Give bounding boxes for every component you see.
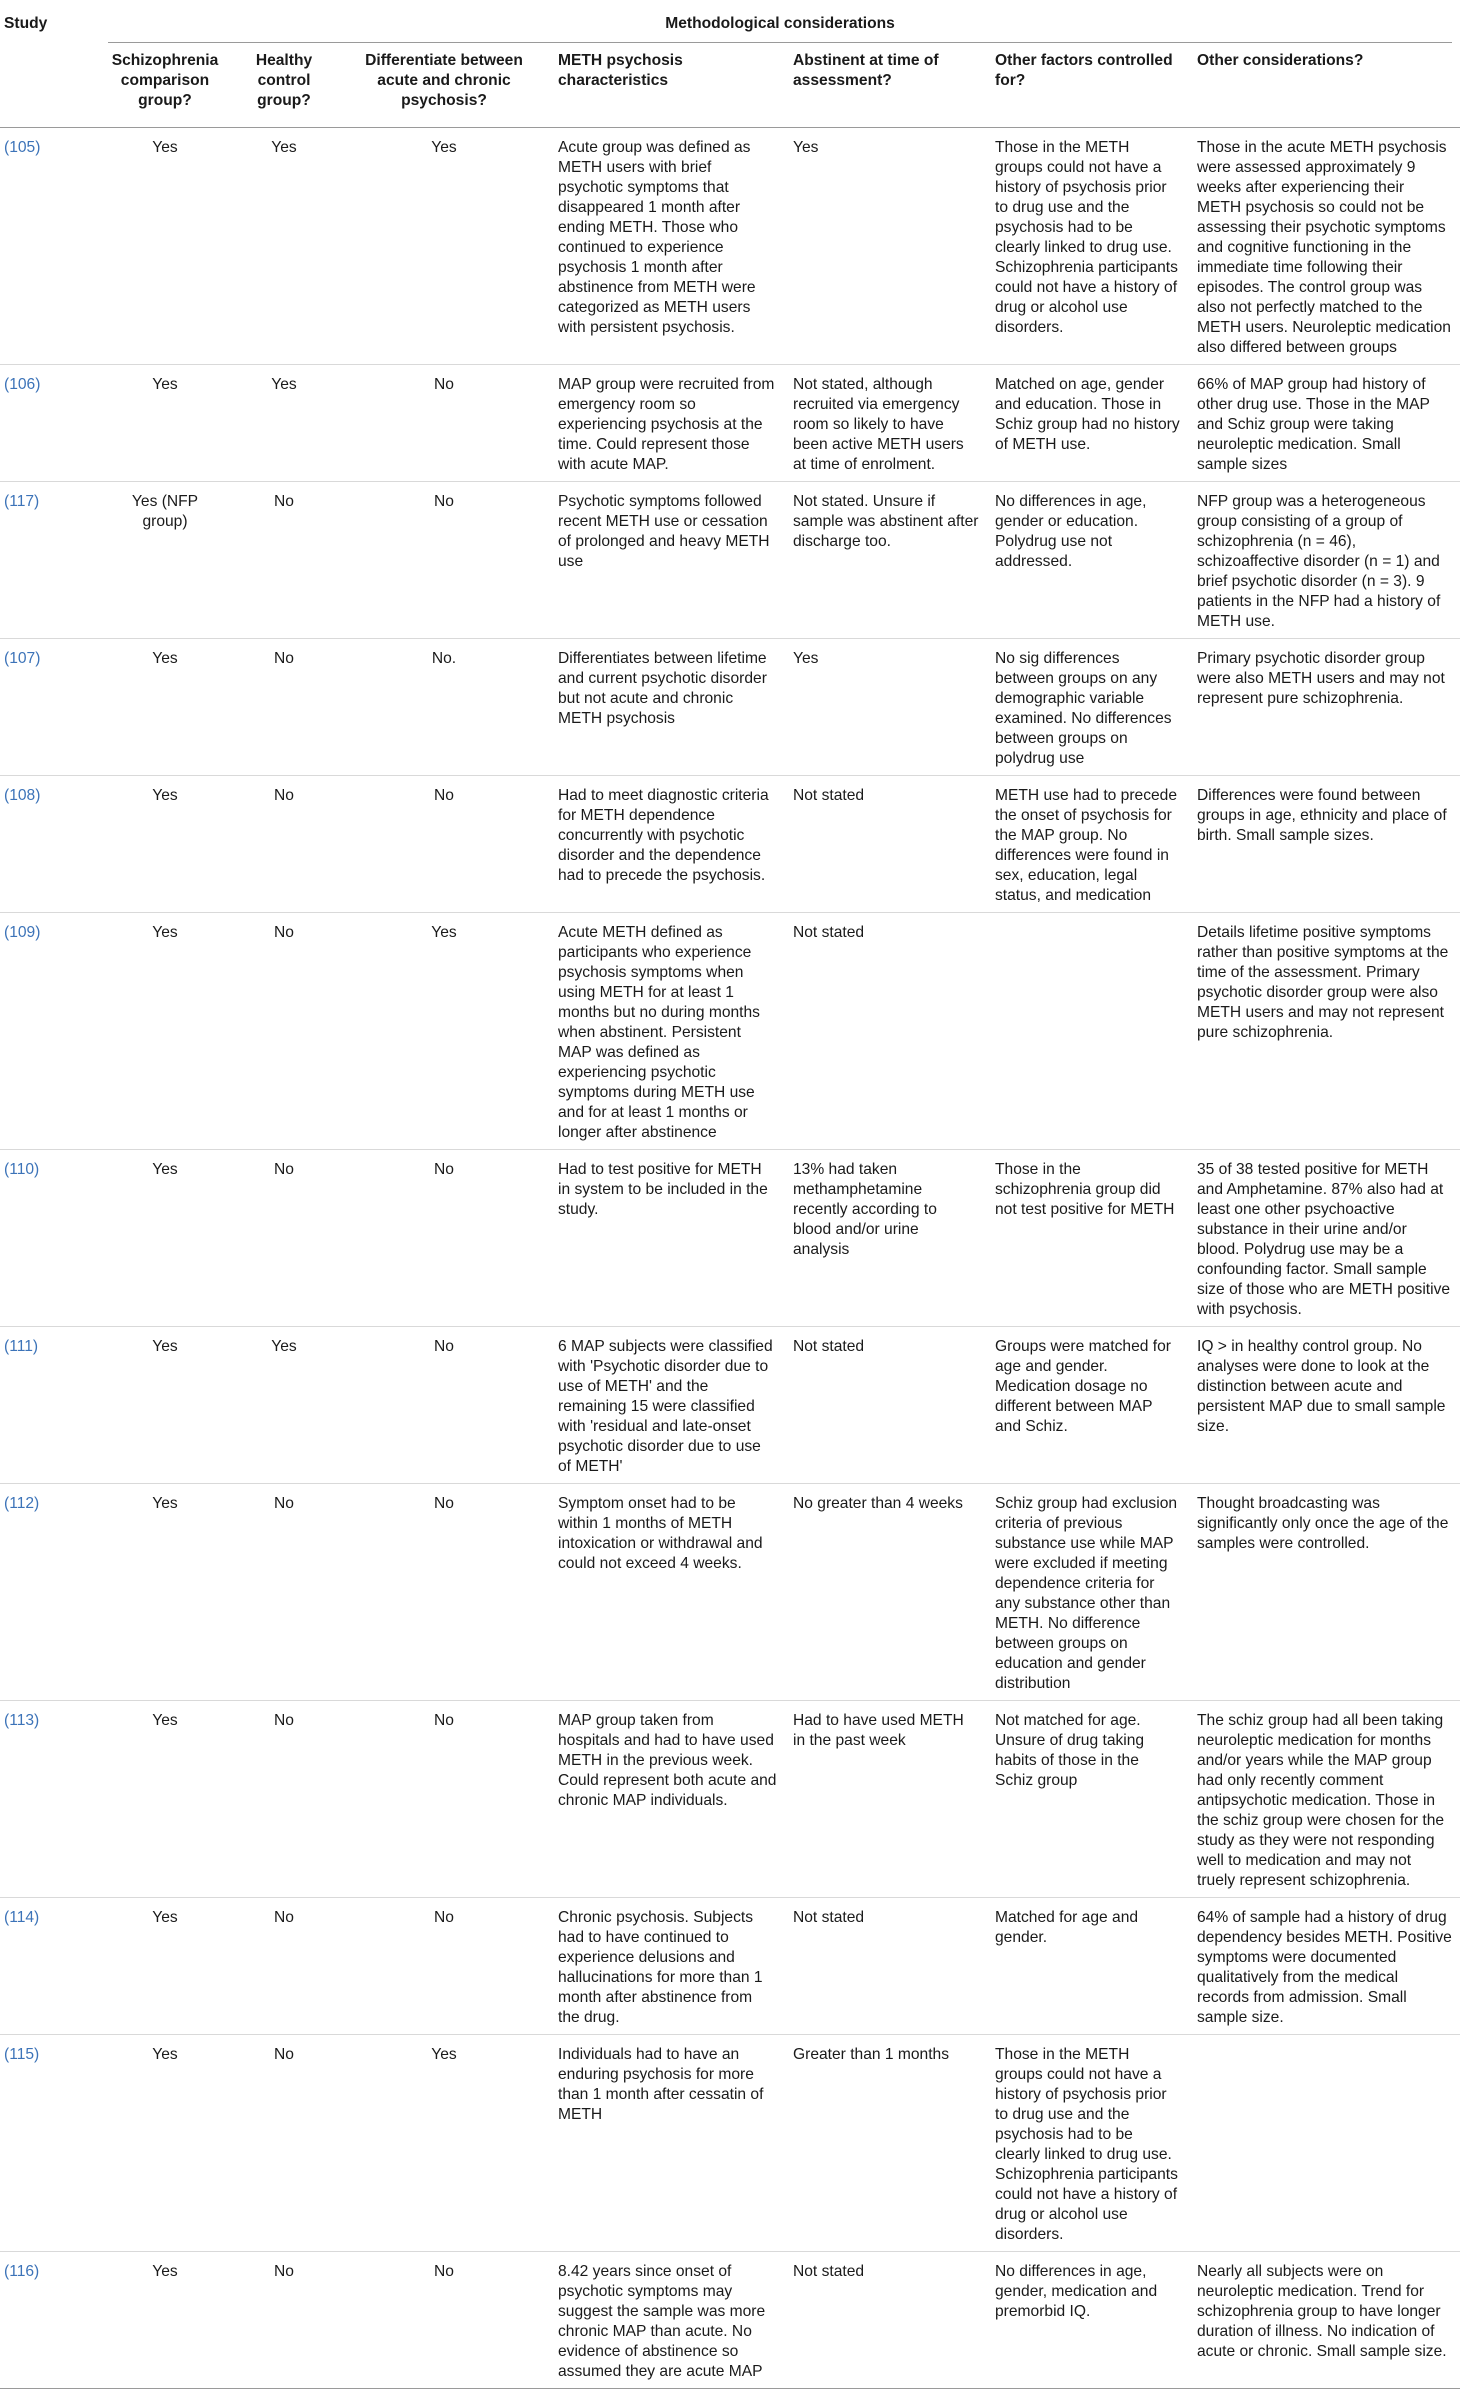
abstinent-cell: Not stated. Unsure if sample was abstinent after discharge too. [793, 493, 979, 550]
characteristics-cell: Psychotic symptoms followed recent METH use or cessation of prolonged and heavy METH use [558, 493, 770, 570]
table-row [0, 1701, 1460, 1898]
controlled-cell: Schiz group had exclusion criteria of previous substance use while MAP were excluded if meeting dependence criteria for any substance other than METH. No difference between groups on education and gender distribution [995, 1495, 1178, 1692]
healthy-control-cell: No [274, 1909, 294, 1926]
header-study: Study [4, 15, 48, 32]
healthy-control-cell: No [274, 1495, 294, 1512]
schiz-comparison-cell: Yes (NFP group) [131, 493, 199, 530]
differentiate-cell: No [434, 1495, 454, 1512]
study-reference-link[interactable]: (108) [4, 787, 41, 804]
differentiate-cell: No [434, 1161, 454, 1178]
characteristics-cell: Chronic psychosis. Subjects had to have continued to experience delusions and hallucinations for more than 1 month after abstinence from the drug. [558, 1909, 763, 2026]
controlled-cell: Those in the schizophrenia group did not test positive for METH [995, 1161, 1175, 1218]
differentiate-cell: Yes [431, 2046, 457, 2063]
controlled-cell: Not matched for age. Unsure of drug taking habits of those in the Schiz group [995, 1712, 1145, 1789]
considerations-cell: Differences were found between groups in age, ethnicity and place of birth. Small sample sizes. [1197, 787, 1447, 844]
considerations-cell: 66% of MAP group had history of other drug use. Those in the MAP and Schiz group were taking neuroleptic medication. Small sample sizes [1197, 376, 1430, 473]
study-reference-link[interactable]: (107) [4, 650, 41, 667]
study-reference-link[interactable]: (114) [4, 1909, 40, 1926]
header-considerations: Other considerations? [1197, 52, 1364, 69]
characteristics-cell: Had to meet diagnostic criteria for METH dependence concurrently with psychotic disorder and the dependence had to precede the psychosis. [558, 787, 769, 884]
table-row [0, 1327, 1460, 1484]
study-reference-link[interactable]: (105) [4, 139, 41, 156]
characteristics-cell: 6 MAP subjects were classified with 'Psychotic disorder due to use of METH' and the remaining 15 were classified with 'residual and late-onset psychotic disorder due to use of METH' [558, 1338, 773, 1475]
study-reference-link[interactable]: (110) [4, 1161, 40, 1178]
abstinent-cell: No greater than 4 weeks [793, 1495, 963, 1512]
differentiate-cell: No [434, 787, 454, 804]
differentiate-cell: Yes [431, 924, 457, 941]
header-abstinent: Abstinent at time of assessment? [793, 52, 939, 89]
table-row [0, 482, 1460, 639]
healthy-control-cell: No [274, 1161, 294, 1178]
differentiate-cell: No [434, 1712, 454, 1729]
study-reference-link[interactable]: (111) [4, 1338, 39, 1355]
considerations-cell: NFP group was a heterogeneous group consisting of a group of schizophrenia (n = 46), schizoaffective disorder (n = 1) and brief psychotic disorder (n = 3). 9 patients in the NFP had a history of METH use. [1197, 493, 1441, 630]
characteristics-cell: Differentiates between lifetime and current psychotic disorder but not acute and chronic METH psychosis [558, 650, 767, 727]
characteristics-cell: Acute METH defined as participants who experience psychosis symptoms when using METH for at least 1 months but no during months when abstinent. Persistent MAP was defined as experiencing psychotic symptoms during METH use and for at least 1 months or longer after abstinence [558, 924, 760, 1141]
controlled-cell: Matched on age, gender and education. Those in Schiz group had no history of METH use. [995, 376, 1180, 453]
schiz-comparison-cell: Yes [152, 787, 178, 804]
healthy-control-cell: No [274, 493, 294, 510]
table-row [0, 1898, 1460, 2035]
study-reference-link[interactable]: (115) [4, 2046, 40, 2063]
schiz-comparison-cell: Yes [152, 1338, 178, 1355]
healthy-control-cell: No [274, 924, 294, 941]
healthy-control-cell: Yes [271, 376, 297, 393]
table-row [0, 913, 1460, 1150]
controlled-cell: No sig differences between groups on any demographic variable examined. No differences between groups on polydrug use [995, 650, 1172, 767]
considerations-cell [1189, 2035, 1460, 2252]
characteristics-cell: Symptom onset had to be within 1 months of METH intoxication or withdrawal and could not exceed 4 weeks. [558, 1495, 763, 1572]
considerations-cell: Primary psychotic disorder group were also METH users and may not represent pure schizophrenia. [1197, 650, 1445, 707]
header-healthy: Healthy control group? [255, 52, 313, 109]
schiz-comparison-cell: Yes [152, 1495, 178, 1512]
table-row [0, 2035, 1460, 2252]
characteristics-cell: Had to test positive for METH in system to be included in the study. [558, 1161, 768, 1218]
differentiate-cell: No. [431, 650, 457, 667]
table-row [0, 639, 1460, 776]
considerations-cell: The schiz group had all been taking neuroleptic medication for months and/or years while the MAP group had only recently comment antipsychotic medication. Those in the schiz group were chosen for the study as they were not responding well to medication and may not truely represent schizophrenia. [1197, 1712, 1445, 1889]
abstinent-cell: Not stated, although recruited via emergency room so likely to have been active METH users at time of enrolment. [793, 376, 964, 473]
study-reference-link[interactable]: (112) [4, 1495, 40, 1512]
controlled-cell: No differences in age, gender or education. Polydrug use not addressed. [995, 493, 1147, 570]
schiz-comparison-cell: Yes [152, 1909, 178, 1926]
characteristics-cell: Individuals had to have an enduring psychosis for more than 1 month after cessatin of METH [558, 2046, 764, 2123]
schiz-comparison-cell: Yes [152, 1161, 178, 1178]
differentiate-cell: No [434, 2263, 454, 2280]
abstinent-cell: Not stated [793, 924, 865, 941]
schiz-comparison-cell: Yes [152, 650, 178, 667]
header-group: Methodological considerations [100, 0, 1460, 43]
characteristics-cell: MAP group taken from hospitals and had to have used METH in the previous week. Could represent both acute and chronic MAP individuals. [558, 1712, 777, 1809]
study-reference-link[interactable]: (116) [4, 2263, 40, 2280]
table-header [0, 0, 1460, 128]
differentiate-cell: Yes [431, 139, 457, 156]
controlled-cell: Groups were matched for age and gender. Medication dosage no different between MAP and Schiz. [995, 1338, 1171, 1435]
healthy-control-cell: Yes [271, 1338, 297, 1355]
considerations-cell: 35 of 38 tested positive for METH and Amphetamine. 87% also had at least one other psychoactive substance in their urine and/or blood. Polydrug use may be a confounding factor. Small sample size of those who are METH positive with psychosis. [1197, 1161, 1451, 1318]
abstinent-cell: Had to have used METH in the past week [793, 1712, 964, 1749]
characteristics-cell: Acute group was defined as METH users with brief psychotic symptoms that disappeared 1 month after ending METH. Those who continued to experience psychosis 1 month after abstinence from METH were categorized as METH users with persistent psychosis. [558, 139, 756, 336]
abstinent-cell: Not stated [793, 2263, 865, 2280]
table-row [0, 2252, 1460, 2389]
abstinent-cell: Not stated [793, 1338, 865, 1355]
table-row [0, 128, 1460, 365]
abstinent-cell: Greater than 1 months [793, 2046, 950, 2063]
header-differentiate: Differentiate between acute and chronic psychosis? [365, 52, 523, 109]
healthy-control-cell: No [274, 2046, 294, 2063]
header-schiz: Schizophrenia comparison group? [111, 52, 219, 109]
considerations-cell: Thought broadcasting was significantly only once the age of the samples were controlled. [1197, 1495, 1449, 1552]
header-controlled: Other factors controlled for? [995, 52, 1173, 89]
table-row [0, 776, 1460, 913]
controlled-cell: Those in the METH groups could not have a history of psychosis prior to drug use and the psychosis had to be clearly linked to drug use. Schizophrenia participants could not have a history of drug or alcohol use disorders. [995, 2046, 1178, 2243]
abstinent-cell: Not stated [793, 1909, 865, 1926]
considerations-cell: 64% of sample had a history of drug dependency besides METH. Positive symptoms were documented qualitatively from the medical records from admission. Small sample size. [1197, 1909, 1452, 2026]
study-reference-link[interactable]: (106) [4, 376, 41, 393]
controlled-cell: METH use had to precede the onset of psychosis for the MAP group. No differences were found in sex, education, legal status, and medication [995, 787, 1178, 904]
table-row [0, 365, 1460, 482]
schiz-comparison-cell: Yes [152, 2263, 178, 2280]
schiz-comparison-cell: Yes [152, 376, 178, 393]
healthy-control-cell: No [274, 787, 294, 804]
differentiate-cell: No [434, 1338, 454, 1355]
considerations-cell: Those in the acute METH psychosis were assessed approximately 9 weeks after experiencing their METH psychosis so could not be assessing their psychotic symptoms and cognitive functioning in the immediate time following their episodes. The control group was also not perfectly matched to the METH users. Neuroleptic medication also differed between groups [1197, 139, 1451, 356]
abstinent-cell: Yes [793, 650, 819, 667]
differentiate-cell: No [434, 493, 454, 510]
study-reference-link[interactable]: (109) [4, 924, 41, 941]
abstinent-cell: Yes [793, 139, 819, 156]
schiz-comparison-cell: Yes [152, 2046, 178, 2063]
considerations-cell: Nearly all subjects were on neuroleptic medication. Trend for schizophrenia group to have longer duration of illness. No indication of acute or chronic. Small sample size. [1197, 2263, 1447, 2360]
header-characteristics: METH psychosis characteristics [558, 52, 683, 89]
table-row [0, 1484, 1460, 1701]
table-row [0, 1150, 1460, 1327]
schiz-comparison-cell: Yes [152, 924, 178, 941]
considerations-cell: IQ > in healthy control group. No analyses were done to look at the distinction between acute and persistent MAP due to small sample size. [1197, 1338, 1446, 1435]
study-reference-link[interactable]: (117) [4, 493, 40, 510]
differentiate-cell: No [434, 1909, 454, 1926]
healthy-control-cell: No [274, 2263, 294, 2280]
controlled-cell: Those in the METH groups could not have a history of psychosis prior to drug use and the psychosis had to be clearly linked to drug use. Schizophrenia participants could not have a history of drug or alcohol use disorders. [995, 139, 1178, 336]
controlled-cell: Matched for age and gender. [995, 1909, 1139, 1946]
study-reference-link[interactable]: (113) [4, 1712, 40, 1729]
characteristics-cell: 8.42 years since onset of psychotic symptoms may suggest the sample was more chronic MAP than acute. No evidence of abstinence so assumed they are acute MAP [558, 2263, 766, 2380]
schiz-comparison-cell: Yes [152, 1712, 178, 1729]
controlled-cell [987, 913, 1189, 1150]
abstinent-cell: Not stated [793, 787, 865, 804]
abstinent-cell: 13% had taken methamphetamine recently according to blood and/or urine analysis [793, 1161, 937, 1258]
controlled-cell: No differences in age, gender, medication and premorbid IQ. [995, 2263, 1158, 2320]
healthy-control-cell: Yes [271, 139, 297, 156]
considerations-cell: Details lifetime positive symptoms rather than positive symptoms at the time of the assessment. Primary psychotic disorder group were also METH users and may not represent pure schizophrenia. [1197, 924, 1449, 1041]
table-body [0, 128, 1460, 2389]
healthy-control-cell: No [274, 650, 294, 667]
schiz-comparison-cell: Yes [152, 139, 178, 156]
differentiate-cell: No [434, 376, 454, 393]
healthy-control-cell: No [274, 1712, 294, 1729]
characteristics-cell: MAP group were recruited from emergency room so experiencing psychosis at the time. Could represent those with acute MAP. [558, 376, 775, 473]
